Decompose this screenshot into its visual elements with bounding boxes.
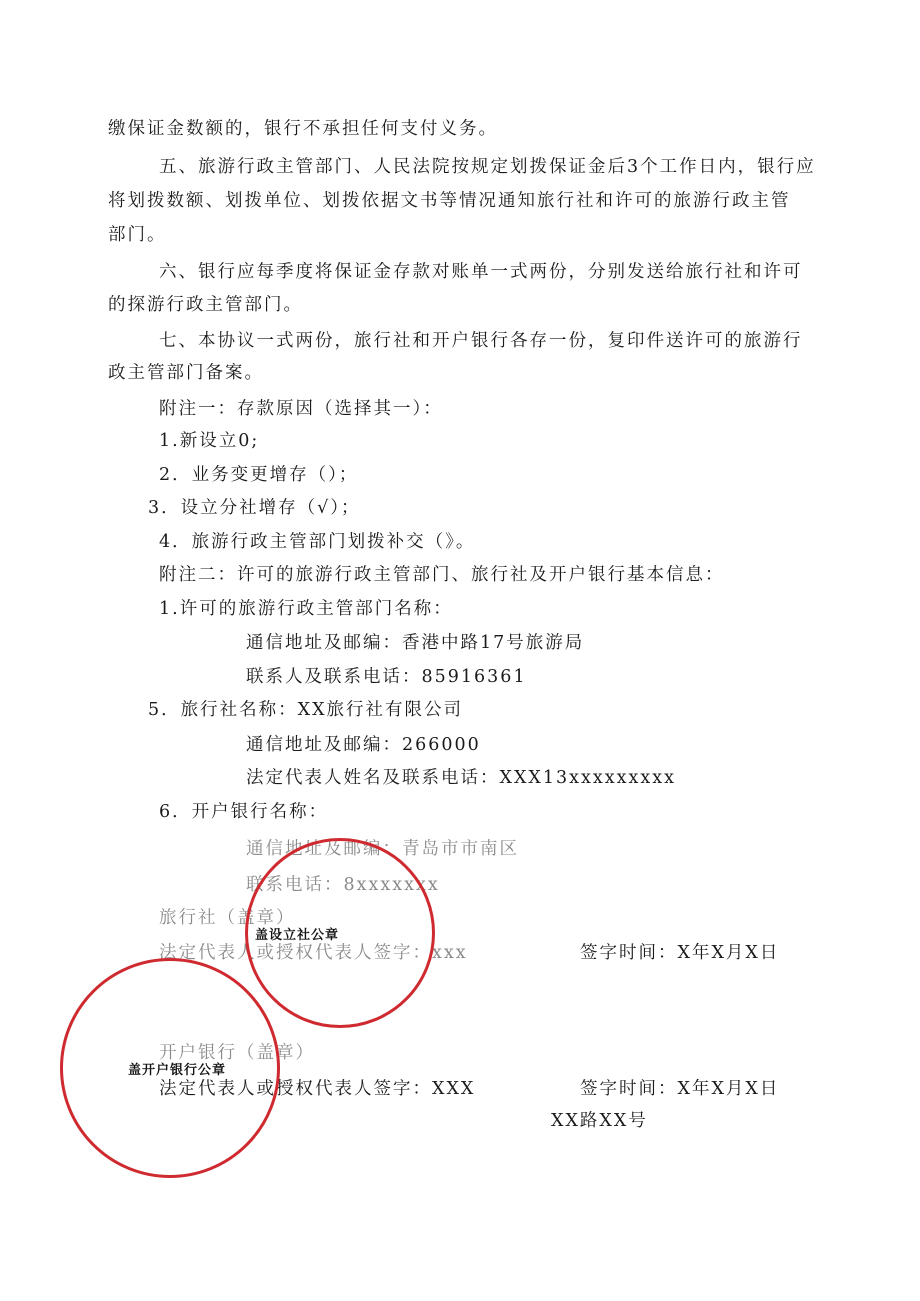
agency-seal-label: 旅行社（盖章） [159,908,296,928]
paragraph-5-line-2: 将划拨数额、划拨单位、划拨依据文书等情况通知旅行社和许可的旅游行政主管 [108,191,791,211]
agency-legal-rep: 法定代表人姓名及联系电话：XXX13xxxxxxxxx [246,768,676,788]
bank-phone: 联系电话：8xxxxxxx [246,875,440,895]
bank-seal-label: 开户银行（盖章） [159,1043,315,1063]
agency-heading: 5．旅行社名称：XX旅行社有限公司 [148,700,464,720]
note-1-item: 1.新设立0; [159,431,260,451]
paragraph-4-tail: 缴保证金数额的，银行不承担任何支付义务。 [108,119,498,139]
agency-signature-date: 签字时间：X年X月X日 [580,943,780,963]
bank-address: 通信地址及邮编：青岛市市南区 [246,839,519,859]
agency-signature-line: 法定代表人或授权代表人签字：xxx [159,943,468,963]
paragraph-6-line-2: 的探游行政主管部门。 [108,295,303,315]
note-1-title: 附注一：存款原因（选择其一）： [159,399,443,419]
agency-address: 通信地址及邮编：266000 [246,735,481,755]
paragraph-6-line-1: 六、银行应每季度将保证金存款对账单一式两份，分别发送给旅行社和许可 [159,262,803,282]
authority-heading: 1.许可的旅游行政主管部门名称： [159,599,453,619]
bank-signature-date: 签字时间：X年X月X日 [580,1079,780,1099]
bank-stamp-label: 盖开户银行公章 [128,1063,227,1078]
paragraph-7-line-2: 政主管部门备案。 [108,363,264,383]
note-1-item: 3．设立分社增存（√）； [148,498,361,518]
bank-heading: 6．开户银行名称： [159,802,329,822]
bank-signature-line: 法定代表人或授权代表人签字：XXX [159,1079,476,1099]
note-1-item: 2．业务变更增存（）； [159,465,359,485]
authority-address: 通信地址及邮编：香港中路17号旅游局 [246,633,585,653]
note-2-title: 附注二：许可的旅游行政主管部门、旅行社及开户银行基本信息： [159,565,725,585]
bank-address-tail: XX路XX号 [551,1111,648,1131]
paragraph-5-line-1: 五、旅游行政主管部门、人民法院按规定划拨保证金后3个工作日内，银行应 [159,157,816,177]
paragraph-5-line-3: 部门。 [108,225,167,245]
authority-contact: 联系人及联系电话：85916361 [246,667,527,687]
note-1-item: 4．旅游行政主管部门划拨补交（》。 [159,532,476,552]
paragraph-7-line-1: 七、本协议一式两份，旅行社和开户银行各存一份，复印件送许可的旅游行 [159,331,803,351]
agency-stamp-label: 盖设立社公章 [255,928,340,943]
